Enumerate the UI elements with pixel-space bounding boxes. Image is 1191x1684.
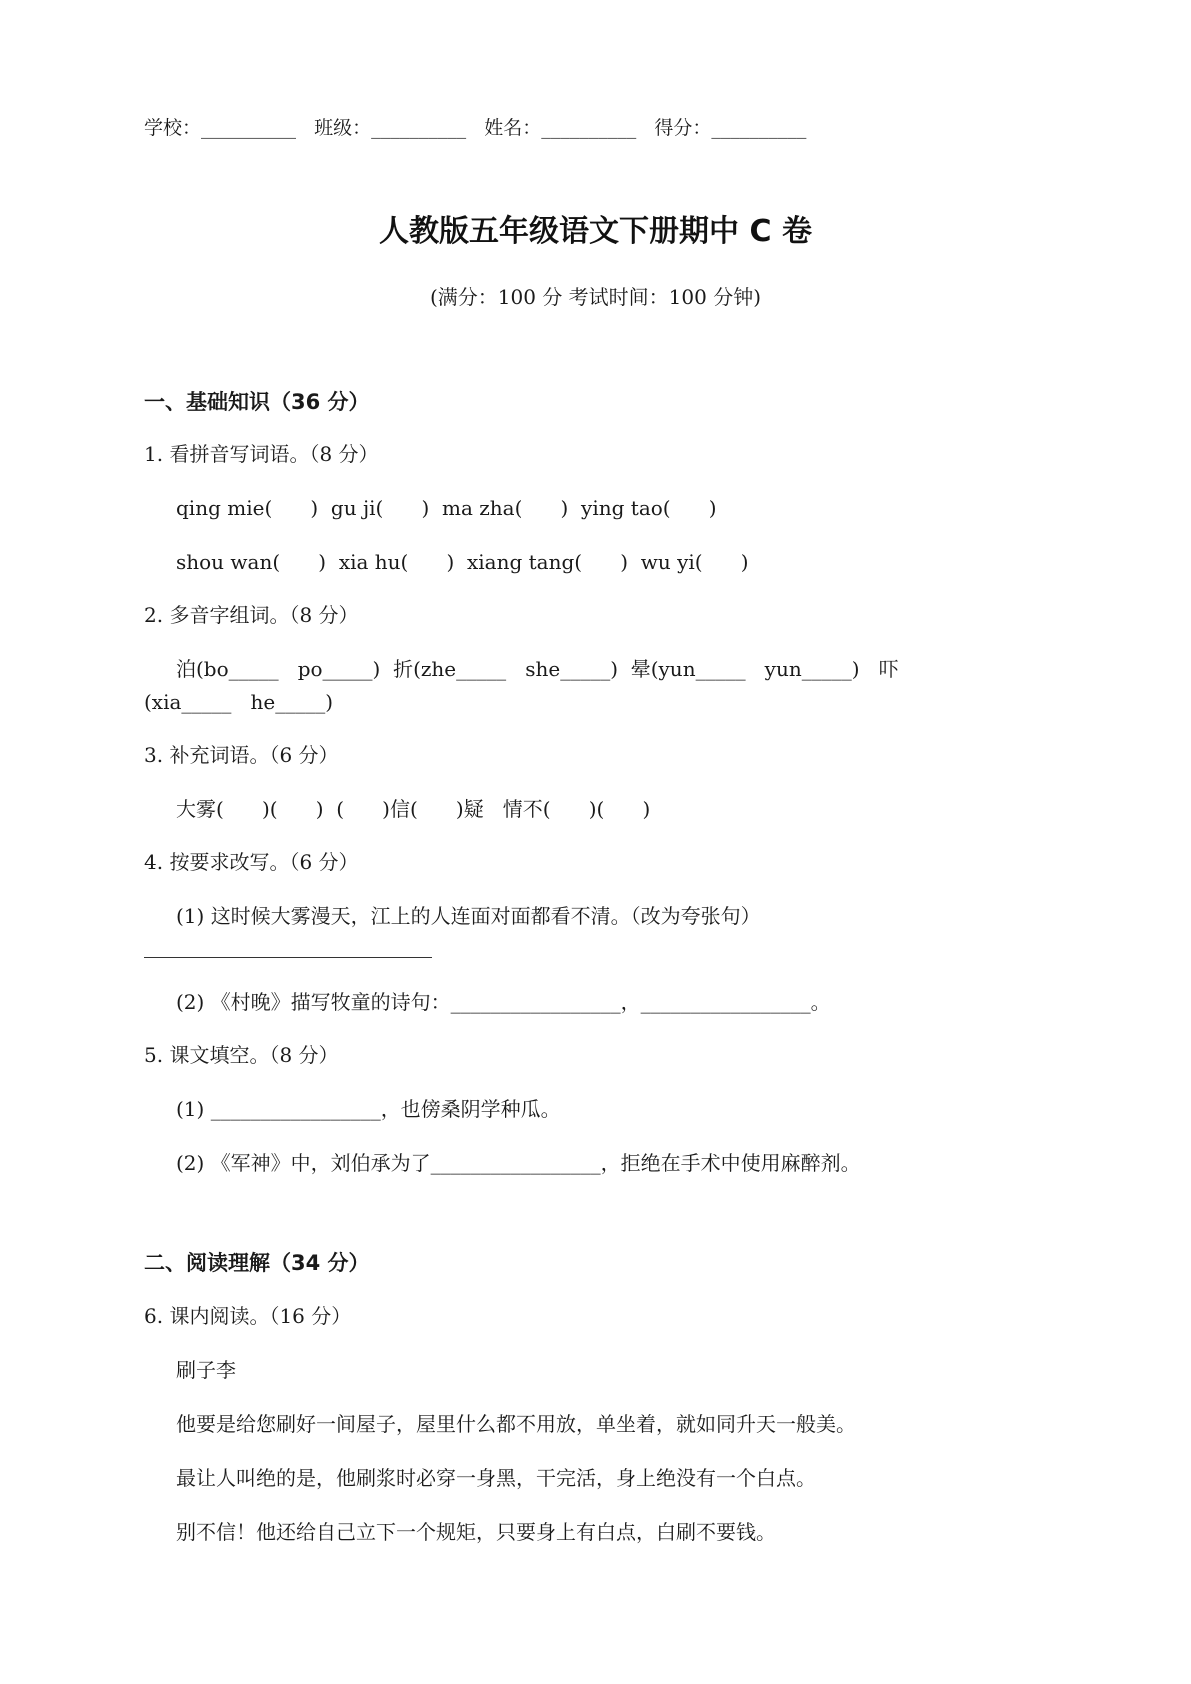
question-2-stem: 2. 多音字组词。（8 分）: [144, 603, 359, 627]
question-5-stem: 5. 课文填空。（8 分）: [144, 1043, 339, 1067]
exam-subtitle: (满分：100 分 考试时间：100 分钟): [429, 285, 762, 309]
passage-paragraph: 最让人叫绝的是，他刷浆时必穿一身黑，干完活，身上绝没有一个白点。: [176, 1466, 816, 1490]
question-3-row-1: 大雾( )( ) ( )信( )疑 情不( )( ): [176, 797, 651, 821]
answer-blank-line: [144, 957, 432, 958]
section-heading-reading: 二、阅读理解（34 分）: [144, 1251, 370, 1275]
passage-paragraph: 他要是给您刷好一间屋子，屋里什么都不用放，单坐着，就如同升天一般美。: [176, 1412, 856, 1436]
page-title: 人教版五年级语文下册期中 C 卷: [379, 214, 812, 249]
question-5-item-1: (1) _________________，也傍桑阴学种瓜。: [176, 1097, 561, 1121]
passage-title: 刷子李: [176, 1358, 236, 1382]
question-3-stem: 3. 补充词语。（6 分）: [144, 743, 339, 767]
question-1-stem: 1. 看拼音写词语。（8 分）: [144, 442, 379, 466]
question-4-item-2: (2) 《村晚》描写牧童的诗句：_________________，_________________。: [176, 990, 831, 1014]
question-6-stem: 6. 课内阅读。（16 分）: [144, 1304, 352, 1328]
question-4-stem: 4. 按要求改写。（6 分）: [144, 850, 359, 874]
question-1-row-1: qing mie( ) gu ji( ) ma zha( ) ying tao( ): [176, 496, 717, 520]
question-2-row-1: 泊(bo_____ po_____) 折(zhe_____ she_____) 晕(yun_____ yun_____) 吓: [176, 657, 899, 681]
question-2-row-2: (xia_____ he_____): [144, 690, 333, 714]
question-5-item-2: (2) 《军神》中，刘伯承为了_________________，拒绝在手术中使用麻醉剂。: [176, 1151, 861, 1175]
student-info-line: 学校：__________ 班级：__________ 姓名：__________ 得分：__________: [144, 117, 807, 139]
section-heading-basic-knowledge: 一、基础知识（36 分）: [144, 390, 370, 414]
passage-paragraph: 别不信！他还给自己立下一个规矩，只要身上有白点，白刷不要钱。: [176, 1520, 776, 1544]
question-4-item-1: (1) 这时候大雾漫天，江上的人连面对面都看不清。（改为夸张句）: [176, 904, 761, 928]
question-1-row-2: shou wan( ) xia hu( ) xiang tang( ) wu yi( ): [176, 550, 749, 574]
